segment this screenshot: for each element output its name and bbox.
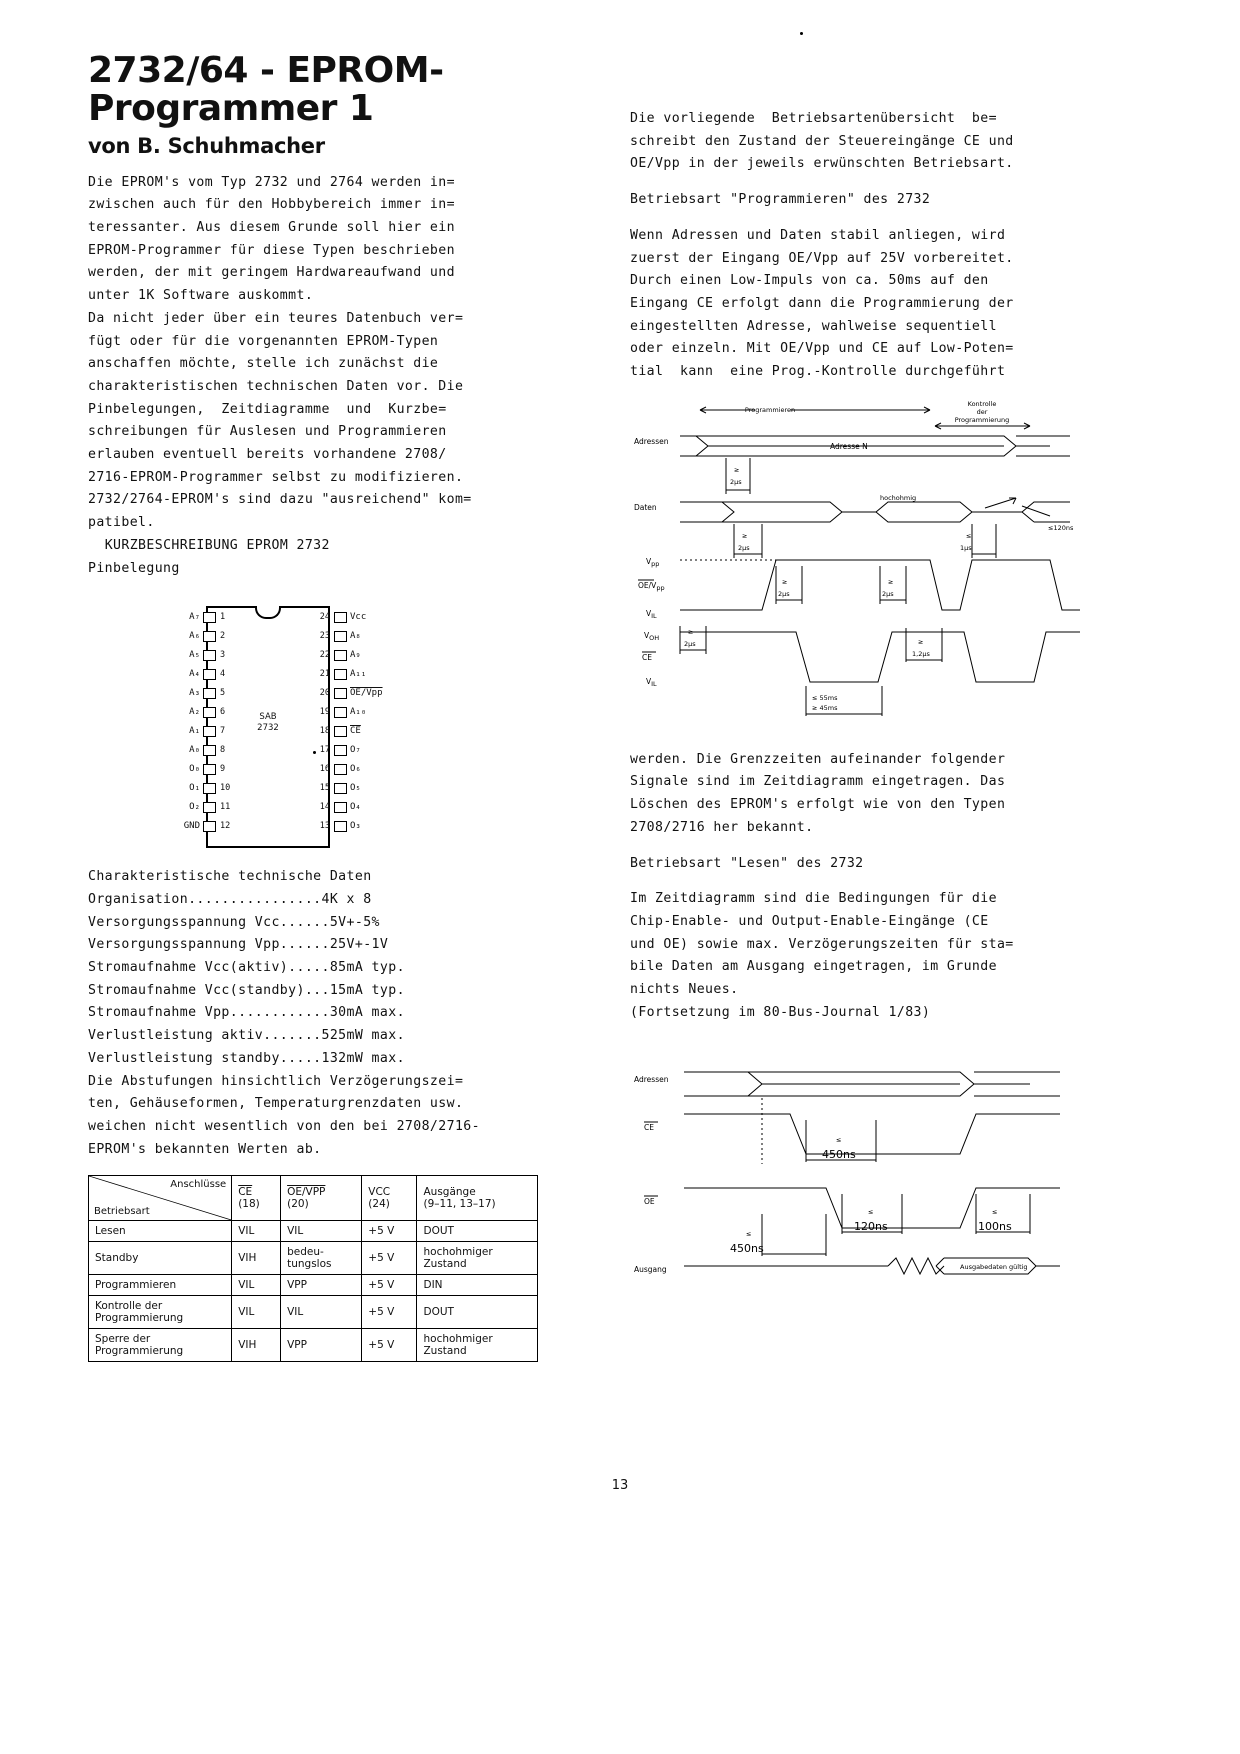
pin-number: 17: [319, 745, 330, 756]
pin-left-1: [148, 610, 234, 624]
svg-text:≤: ≤: [836, 1136, 842, 1145]
article-author: von B. Schuhmacher: [88, 133, 325, 158]
row-ce: VIH: [232, 1329, 281, 1362]
svg-text:≥: ≥: [734, 465, 740, 474]
pin-box: [203, 669, 216, 680]
signal-label-ausgang: Ausgang: [634, 1265, 667, 1275]
pin-right-17: [316, 743, 361, 757]
pin-left-8: [148, 743, 234, 757]
paragraph-intro-1: Die EPROM's vom Typ 2732 und 2764 werden in= zwischen auch für den Hobbybereich immer in= teressanter. Aus diesem Grunde soll hier ein EPROM-Programmer für diese Typen beschrieben werden, der mit geringem Hardwareaufwand und unter 1K Software auskommt.: [88, 174, 455, 304]
signal-label-vil-2: VIL: [646, 676, 657, 688]
pin-number: 9: [220, 764, 226, 775]
table-header-vcc: [362, 1176, 417, 1221]
row-oe: VPP: [281, 1275, 362, 1296]
pin-label: GND: [183, 821, 200, 832]
pin-number: 14: [319, 802, 330, 813]
header-pin: (20): [287, 1198, 309, 1211]
pin-box: [203, 783, 216, 794]
pin-label: A₀: [189, 745, 200, 756]
left-column: [88, 52, 538, 1362]
caption-programmieren: Programmieren: [744, 405, 796, 414]
pin-left-7: [148, 724, 234, 738]
row-out: DIN: [417, 1275, 538, 1296]
table-corner-bottom-label: Betriebsart: [94, 1206, 150, 1218]
pin-right-23: [316, 629, 361, 643]
pin-number: 7: [220, 726, 226, 737]
signal-label-oe-read: OE: [644, 1197, 655, 1207]
row-ce: VIL: [232, 1221, 281, 1242]
header-pin: (9–11, 13–17): [423, 1198, 496, 1211]
pin-box: [334, 650, 347, 661]
header-pin: (24): [368, 1198, 390, 1211]
svg-text:2μs: 2μs: [684, 639, 696, 648]
label-100ns-read: 100ns: [978, 1220, 1012, 1234]
pin-number: 24: [319, 612, 330, 623]
pin-right-18: [316, 724, 361, 738]
pin-number: 3: [220, 650, 226, 661]
pin-box: [334, 707, 347, 718]
table-header-outputs: [417, 1176, 538, 1221]
pin-right-20: [316, 686, 383, 700]
pin-box: [203, 631, 216, 642]
spec-icc-active: Stromaufnahme Vcc(aktiv).....85mA typ.: [88, 960, 405, 976]
spec-icc-standby: Stromaufnahme Vcc(standby)...15mA typ.: [88, 982, 405, 998]
row-mode: Sperre der Programmierung: [89, 1329, 232, 1362]
paragraph-intro-2: Da nicht jeder über ein teures Datenbuch ver= fügt oder für die vorgenannten EPROM-Typen anschaffen möchte, stelle ich zunächst die charakteristischen technischen Daten vor. Die Pinbelegungen, Zeitdiagramme und Kurzbe= schreibungen für Auslesen und Programmieren erlauben eventuell bereits vorhandene 2708/ 2716-EPROM-Programmer selbst zu modifizieren. 2732/2764-EPROM's sind dazu "ausreichend" kom= patibel.: [88, 310, 472, 531]
signal-label-vpp: Vpp: [646, 556, 660, 568]
spec-power-standby: Verlustleistung standby.....132mW max.: [88, 1050, 405, 1066]
pin-number: 19: [319, 707, 330, 718]
pin-box: [203, 707, 216, 718]
signal-label-oe-vpp: OE/Vpp: [638, 580, 665, 592]
heading-programmieren: Betriebsart "Programmieren" des 2732: [630, 192, 931, 208]
pin-label: A₄: [189, 669, 200, 680]
header-pin: (18): [238, 1198, 260, 1211]
pin-label: A₁₁: [350, 669, 367, 680]
spec-ipp: Stromaufnahme Vpp............30mA max.: [88, 1005, 405, 1021]
label-hochohmig: hochohmig: [880, 493, 917, 502]
header-name: $\overline{CE}$: [238, 1186, 253, 1199]
spec-vpp: Versorgungsspannung Vpp......25V+-1V: [88, 937, 389, 953]
row-vcc: +5 V: [362, 1329, 417, 1362]
pin-number: 1: [220, 612, 226, 623]
pin-left-5: [148, 686, 234, 700]
svg-text:Kontrolle: Kontrolle: [967, 399, 997, 408]
svg-text:der: der: [976, 407, 988, 416]
pin-left-12: [148, 819, 234, 833]
signal-label-vil-1: VIL: [646, 608, 657, 620]
paragraph-grenzzeiten: werden. Die Grenzzeiten aufeinander folgender Signale sind im Zeitdiagramm eingetragen. Das Löschen des EPROM's erfolgt wie von den Typen 2708/2716 her bekannt.: [630, 751, 1006, 835]
spec-vcc: Versorgungsspannung Vcc......5V+-5%: [88, 914, 380, 930]
pin-label: Vcc: [350, 612, 367, 623]
pin-label: O₄: [350, 802, 361, 813]
table-corner-cell: [89, 1176, 232, 1221]
row-mode: Lesen: [89, 1221, 232, 1242]
pin-label: A₉: [350, 650, 361, 661]
table-row: [89, 1275, 538, 1296]
svg-text:≤: ≤: [746, 1230, 752, 1239]
svg-text:≥: ≥: [918, 637, 924, 646]
pin-number: 4: [220, 669, 226, 680]
pin-box: [334, 764, 347, 775]
row-oe: VIL: [281, 1296, 362, 1329]
pin-label: A₃: [189, 688, 200, 699]
svg-text:≥: ≥: [888, 577, 894, 586]
pin-box: [334, 802, 347, 813]
pin-label: O₇: [350, 745, 361, 756]
svg-text:≥: ≥: [782, 577, 788, 586]
svg-text:1,2μs: 1,2μs: [912, 649, 930, 658]
pin-label: A₁₀: [350, 707, 367, 718]
spec-organisation: Organisation................4K x 8: [88, 891, 372, 907]
row-vcc: +5 V: [362, 1221, 417, 1242]
pin-number: 23: [319, 631, 330, 642]
page-number: 13: [611, 1478, 629, 1493]
pin-label: O₅: [350, 783, 361, 794]
signal-label-daten: Daten: [634, 502, 657, 512]
pin-box: [334, 688, 347, 699]
pin-left-3: [148, 648, 234, 662]
pin-box: [334, 726, 347, 737]
row-ce: VIH: [232, 1242, 281, 1275]
table-row: [89, 1329, 538, 1362]
header-name: OE/VPP: [287, 1186, 326, 1199]
pin-number: 10: [220, 783, 231, 794]
svg-text:Programmierung: Programmierung: [954, 415, 1010, 424]
table-row: [89, 1296, 538, 1329]
svg-text:≤: ≤: [992, 1208, 998, 1217]
label-ausgabedaten-gueltig: Ausgabedaten gültig: [960, 1263, 1028, 1272]
table-header-row: [89, 1176, 538, 1221]
chip-notch: [255, 606, 281, 619]
svg-text:≥: ≥: [742, 531, 748, 540]
pin-box: [203, 688, 216, 699]
row-vcc: +5 V: [362, 1275, 417, 1296]
pin-number: 5: [220, 688, 226, 699]
row-mode: Standby: [89, 1242, 232, 1275]
table-corner-top-label: Anschlüsse: [170, 1179, 227, 1191]
pin-left-6: [148, 705, 234, 719]
signal-label-ce: CE: [642, 652, 652, 662]
pin-right-22: [316, 648, 361, 662]
row-out: DOUT: [417, 1221, 538, 1242]
pin-right-14: [316, 800, 361, 814]
svg-text:2μs: 2μs: [730, 477, 742, 486]
pin-box: [334, 821, 347, 832]
row-ce: VIL: [232, 1275, 281, 1296]
heading-lesen: Betriebsart "Lesen" des 2732: [630, 855, 864, 871]
label-120ns: ≤120ns: [1048, 523, 1074, 532]
table-row: [89, 1221, 538, 1242]
svg-text:1μs: 1μs: [960, 543, 972, 552]
pin-right-13: [316, 819, 361, 833]
svg-text:≤ 55ms: ≤ 55ms: [812, 693, 838, 702]
row-oe: VPP: [281, 1329, 362, 1362]
header-name: VCC: [368, 1186, 391, 1199]
pin-right-21: [316, 667, 366, 681]
pin-number: 6: [220, 707, 226, 718]
paragraph-short-description: KURZBESCHREIBUNG EPROM 2732 Pinbelegung: [88, 537, 330, 576]
pin-label: A₅: [189, 650, 200, 661]
operating-modes-table: [88, 1175, 538, 1362]
pin-box: [334, 669, 347, 680]
pin-number: 11: [220, 802, 231, 813]
table-row: [89, 1242, 538, 1275]
pin-left-9: [148, 762, 234, 776]
pin-label: O₁: [189, 783, 200, 794]
svg-text:≤: ≤: [868, 1208, 874, 1217]
pin-label: O₀: [189, 764, 200, 775]
row-ce: VIL: [232, 1296, 281, 1329]
pin-box: [203, 764, 216, 775]
paragraph-programmieren: Wenn Adressen und Daten stabil anliegen, wird zuerst der Eingang OE/Vpp auf 25V vorbereitet. Durch einen Low-Impuls von ca. 50ms auf den Eingang CE erfolgt dann die Programmierung der eingestellten Adresse, wahlweise sequentiell oder einzeln. Mit OE/Vpp und CE auf Low-Poten= tial kann eine Prog.-Kontrolle durchgeführt: [630, 227, 1014, 380]
pin-label: A₁: [189, 726, 200, 737]
label-adresse-n: Adresse N: [830, 441, 868, 451]
row-oe: bedeu- tungslos: [281, 1242, 362, 1275]
pin-label: A₆: [189, 631, 200, 642]
pin-number: 15: [319, 783, 330, 794]
pin-left-10: [148, 781, 234, 795]
chip-pinout-diagram: [88, 606, 538, 856]
pin-box: [334, 612, 347, 623]
specs-title: Charakteristische technische Daten: [88, 869, 372, 885]
pin-number: 2: [220, 631, 226, 642]
pin-right-15: [316, 781, 361, 795]
pin-label: A₇: [189, 612, 200, 623]
pin-number: 8: [220, 745, 226, 756]
pin-number: 22: [319, 650, 330, 661]
header-name: Ausgänge: [423, 1186, 476, 1199]
pin-box: [203, 650, 216, 661]
svg-text:2μs: 2μs: [738, 543, 750, 552]
paragraph-fortsetzung: (Fortsetzung im 80-Bus-Journal 1/83): [630, 1004, 931, 1020]
pin-number: 16: [319, 764, 330, 775]
pin-left-11: [148, 800, 234, 814]
specs-footer: Die Abstufungen hinsichtlich Verzögerungszei= ten, Gehäuseformen, Temperaturgrenzdaten usw. weichen nicht wesentlich von den bei 2708/2716- EPROM's bekannten Werten ab.: [88, 1073, 480, 1157]
pin-label: A₈: [350, 631, 361, 642]
row-vcc: +5 V: [362, 1242, 417, 1275]
spec-power-active: Verlustleistung aktiv.......525mW max.: [88, 1028, 405, 1044]
pin-label: $\overline{CE}$: [350, 726, 361, 737]
pin-left-4: [148, 667, 234, 681]
row-mode: Programmieren: [89, 1275, 232, 1296]
pin-box: [203, 802, 216, 813]
row-out: hochohmiger Zustand: [417, 1242, 538, 1275]
printing-mark: [800, 32, 803, 35]
timing-diagram-read: [630, 1054, 1100, 1304]
table-header-oe: [281, 1176, 362, 1221]
timing-diagram-programming: [630, 398, 1100, 728]
label-120ns-read: 120ns: [854, 1220, 888, 1234]
pin-box: [203, 821, 216, 832]
row-out: DOUT: [417, 1296, 538, 1329]
right-column: [630, 108, 1100, 1312]
pin-number: 20: [319, 688, 330, 699]
pin-left-2: [148, 629, 234, 643]
paragraph-lesen: Im Zeitdiagramm sind die Bedingungen für die Chip-Enable- und Output-Enable-Eingänge (CE und OE) sowie max. Verzögerungszeiten für sta= bile Daten am Ausgang eingetragen, im Grunde nichts Neues.: [630, 891, 1014, 998]
pin-right-24: [316, 610, 366, 624]
pin-label: OE/Vpp: [350, 688, 383, 699]
pin-label: O₆: [350, 764, 361, 775]
label-450ns-b: 450ns: [730, 1242, 764, 1256]
pin-label: A₂: [189, 707, 200, 718]
row-vcc: +5 V: [362, 1296, 417, 1329]
pin-box: [203, 745, 216, 756]
chip-label-line1: SAB: [259, 712, 277, 723]
svg-text:≥ 45ms: ≥ 45ms: [812, 703, 838, 712]
pin-box: [334, 745, 347, 756]
pin-label: O₃: [350, 821, 361, 832]
row-out: hochohmiger Zustand: [417, 1329, 538, 1362]
signal-label-voh: VOH: [644, 630, 660, 642]
signal-label-ce-read: CE: [644, 1123, 654, 1133]
pin-label: O₂: [189, 802, 200, 813]
signal-label-adressen: Adressen: [634, 436, 669, 446]
pin-box: [203, 726, 216, 737]
signal-label-adressen-read: Adressen: [634, 1075, 669, 1085]
pin-right-19: [316, 705, 366, 719]
chip-label-line2: 2732: [257, 722, 279, 733]
svg-text:2μs: 2μs: [882, 589, 894, 598]
svg-text:2μs: 2μs: [778, 589, 790, 598]
pin-box: [203, 612, 216, 623]
svg-text:≥: ≥: [688, 627, 694, 636]
pin-box: [334, 783, 347, 794]
pin-number: 13: [319, 821, 330, 832]
pin-number: 12: [220, 821, 231, 832]
svg-text:≤: ≤: [966, 531, 972, 540]
row-mode: Kontrolle der Programmierung: [89, 1296, 232, 1329]
pin-number: 21: [319, 669, 330, 680]
pin-number: 18: [319, 726, 330, 737]
paragraph-overview: Die vorliegende Betriebsartenübersicht be= schreibt den Zustand der Steuereingänge CE und OE/Vpp in der jeweils erwünschten Betriebsart.: [630, 111, 1014, 172]
pin-right-16: [316, 762, 361, 776]
pin-box: [334, 631, 347, 642]
row-oe: VIL: [281, 1221, 362, 1242]
page-title: 2732/64 - EPROM-Programmer 1: [88, 50, 444, 129]
label-450ns-a: 450ns: [822, 1148, 856, 1162]
table-header-ce: [232, 1176, 281, 1221]
